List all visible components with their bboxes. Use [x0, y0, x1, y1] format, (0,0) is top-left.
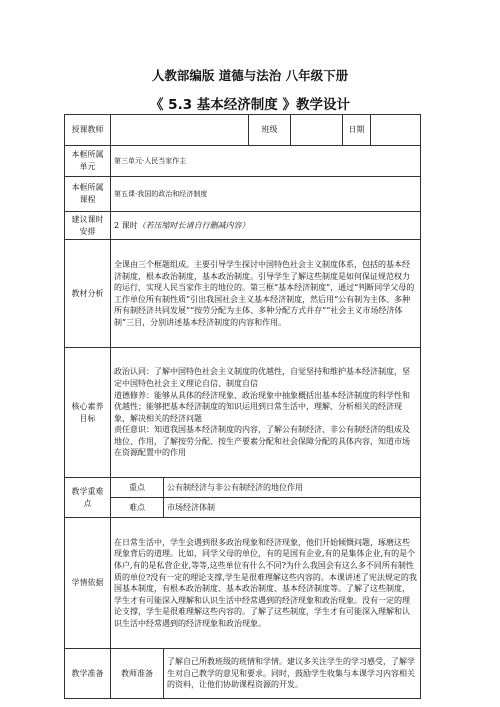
goal-moral-cultivation: 道德修养：能够从具体的经济现象、政治现象中抽象概括出基本经济制度的科学性和优越性；能够把基本经济制度的知识运用到日常生活中，理解、分析相关的经济现象，解决相关的经济问题: [114, 390, 410, 423]
lesson-label: 本框所属课程: [65, 177, 111, 212]
analysis-text: 全课由三个框题组成。主要引导学生探讨中国特色社会主义制度体系，包括的基本经济制度，根本政治制度，基本政治制度。引导学生了解这些制度是如何保证规范权力的运行，实现人民当家作主的地位的。第三框“基本经济制度”，通过“判断同学父母的工作单位所有制性质”引出我国社会主义基本经济制度，然后用“公有制为主体、多种所有制经济共同发展”“按劳分配为主体、多种分配方式并存”“社会主义市场经济体制”三目，分别讲述基本经济制度的内容和作用。: [111, 240, 421, 348]
prep-label: 教学准备: [65, 649, 111, 699]
goal-political-identity: 政治认同：了解中国特色社会主义制度的优越性，自觉坚持和维护基本经济制度，坚定中国特色社会主义理论自信、制度自信: [114, 367, 410, 388]
key-label: 重点: [111, 478, 164, 498]
date-value: [371, 115, 421, 146]
teacher-row: [65, 115, 421, 146]
teacher-value: [111, 115, 249, 146]
unit-label: 本框所属单元: [65, 146, 111, 177]
goals-cell: [111, 348, 421, 478]
document-title: 人教部编版 道德与法治 八年级下册: [151, 68, 349, 83]
basis-row: [65, 518, 421, 649]
lesson-row: [65, 177, 421, 212]
hours-label: 建议课时安排: [65, 212, 111, 240]
key-row: [65, 478, 421, 498]
goal-responsibility: 责任意识：知道我国基本经济制度的内容，了解公有制经济、非公有制经济的组成及地位、作用，了解按劳分配、按生产要素分配和社会保障分配的具体内容，知道市场在资源配置中的作用: [114, 425, 410, 458]
difficult-label: 难点: [111, 498, 164, 518]
lesson-value: 第五课·我国的政治和经济制度: [111, 177, 421, 212]
prep-teacher-text: 了解自己所教班级的班情和学情。建议多关注学生的学习感受，了解学生对自己教学的意见和要求。同时，鼓励学生收集与本课学习内容相关的资料，让他们协助课程资源的开发。: [164, 649, 421, 699]
hours-row: [65, 212, 421, 240]
class-value: [291, 115, 343, 146]
basis-label: 学情依据: [65, 518, 111, 649]
teacher-label: 授课教师: [65, 115, 111, 146]
analysis-label: 教材分析: [65, 240, 111, 348]
date-label: 日期: [343, 115, 371, 146]
lesson-plan-title: 《 5.3 基本经济制度 》教学设计: [149, 97, 350, 113]
lesson-plan-table: [64, 114, 421, 699]
unit-value: 第三单元·人民当家作主: [111, 146, 421, 177]
class-label: 班级: [249, 115, 291, 146]
goals-row: [65, 348, 421, 478]
unit-row: [65, 146, 421, 177]
difficult-value: 市场经济体制: [164, 498, 421, 518]
difficult-row: [65, 498, 421, 518]
goals-label: 核心素养目标: [65, 348, 111, 478]
key-value: 公有制经济与非公有制经济的地位作用: [164, 478, 421, 498]
hours-hint: （若压缩时长请自行删减内容）: [137, 220, 250, 230]
prep-row: [65, 649, 421, 699]
analysis-row: [65, 240, 421, 348]
prep-teacher-label: 教师准备: [111, 649, 164, 699]
basis-text: 在日常生活中，学生会遇到很多政治现象和经济现象，他们开始倾慨问题，琢磨这些现象背后的道理。比如，同学父母的单位，有的是国有企业,有的是集体企业,有的是个体户,有的是私营企业,等等,这些单位有什么不同?为什么我国会有这么多不同所有制性质的单位?没有一定的理论支撑,学生是很难理解这些内容的。本课讲述了宪法规定的我国基本制度，有根本政治制度、基本政治制度、基本经济制度等。了解了这些制度，学生才有可能深入理解和认识生活中经常遇到的经济现象和政治现象。没有一定的理论支撑，学生是很难理解这些内容的。了解了这些制度，学生才有可能深入理解和认识生活中经常遇到的经济现象和政治现象。: [111, 518, 421, 649]
key-difficult-label: 教学重难点: [65, 478, 111, 518]
hours-value: 2 课时: [114, 220, 138, 230]
